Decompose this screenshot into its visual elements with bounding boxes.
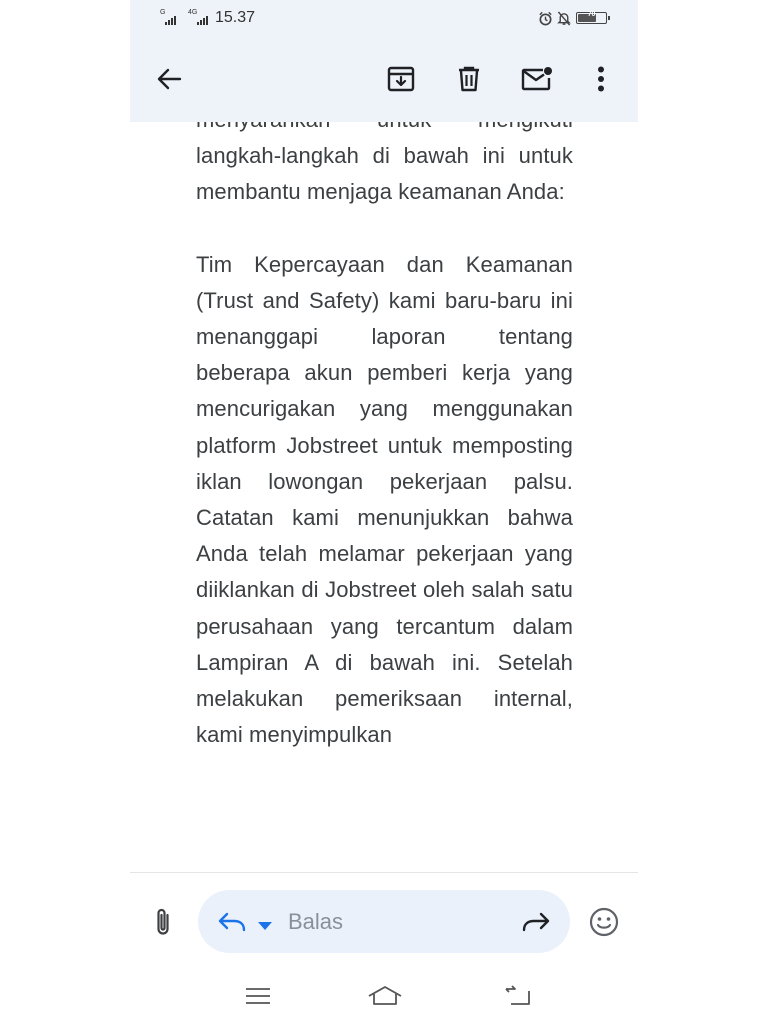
alarm-icon: [538, 11, 553, 31]
reply-input-pill[interactable]: [198, 890, 570, 953]
app-header: [130, 0, 638, 122]
battery-icon: [576, 12, 607, 24]
chevron-down-icon[interactable]: [258, 917, 272, 935]
forward-button[interactable]: [514, 900, 558, 944]
smiley-icon: [589, 907, 619, 937]
mark-unread-icon: [521, 66, 553, 92]
more-vert-icon: [597, 66, 605, 92]
status-bar: [130, 0, 638, 38]
reply-mode-button[interactable]: [210, 900, 254, 944]
reply-bar: [130, 872, 638, 957]
back-button[interactable]: [147, 57, 191, 101]
emoji-button[interactable]: [582, 900, 626, 944]
email-paragraph: Tim Kepercayaan dan Keamanan (Trust and Safety) kami baru-baru ini menanggapi laporan tentang beberapa akun pemberi kerja yang mencurigakan yang menggunakan platform Jobstreet untuk memposting iklan lowongan pekerjaan palsu. Catatan kami menunjukkan bahwa Anda telah melamar pekerjaan yang diiklankan di Jobstreet oleh salah satu perusahaan yang tercantum dalam Lampiran A di bawah ini. Setelah melakukan pemeriksaan internal, kami menyimpulkan: [196, 251, 573, 748]
home-icon: [367, 985, 403, 1007]
trash-icon: [457, 66, 481, 92]
reply-icon: [218, 912, 246, 932]
signal-label: G: [160, 9, 166, 16]
nav-home-button[interactable]: [363, 974, 407, 1018]
system-nav-bar: [130, 960, 638, 1024]
mute-icon: [557, 11, 571, 31]
reply-placeholder: Balas: [288, 909, 344, 934]
email-paragraph: langkah-langkah di bawah ini untuk membantu menjaga keamanan Anda:: [196, 143, 573, 205]
archive-icon: [387, 66, 415, 92]
battery-level: 70: [587, 11, 596, 18]
menu-icon: [245, 987, 271, 1005]
paperclip-icon: [155, 907, 171, 937]
forward-icon: [522, 912, 550, 932]
mark-unread-button[interactable]: [515, 57, 559, 101]
arrow-left-icon: [156, 67, 182, 91]
signal-label: 4G: [188, 9, 198, 16]
nav-back-icon: [505, 985, 531, 1007]
phone-screen: [130, 0, 638, 1024]
clock-time: 15.37: [215, 9, 256, 26]
more-options-button[interactable]: [579, 57, 623, 101]
attach-button[interactable]: [141, 900, 185, 944]
nav-back-button[interactable]: [496, 974, 540, 1018]
archive-button[interactable]: [379, 57, 423, 101]
delete-button[interactable]: [447, 57, 491, 101]
email-body: [196, 102, 573, 753]
nav-menu-button[interactable]: [236, 974, 280, 1018]
